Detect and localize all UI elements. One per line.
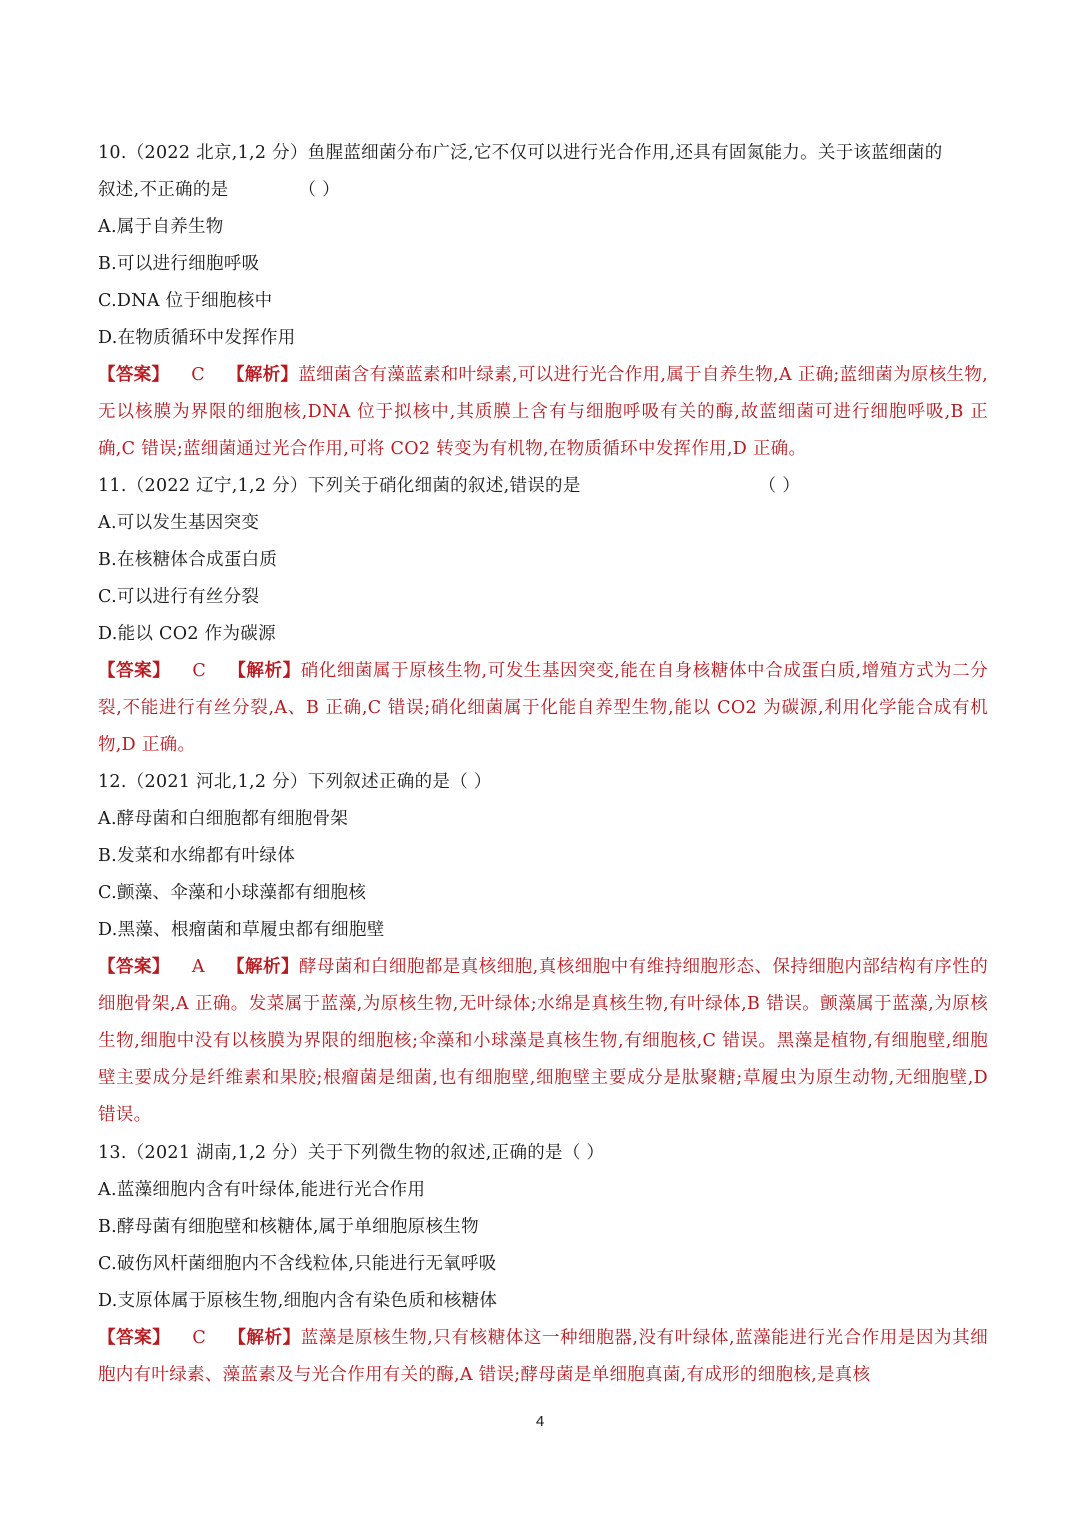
question-stem-text: 13.（2021 湖南,1,2 分）关于下列微生物的叙述,正确的是 (98, 1143, 563, 1163)
answer-label: 【答案】 (98, 957, 170, 977)
answer-blank: （ ） (758, 476, 801, 496)
question-stem-line1 (98, 1135, 988, 1172)
answer-analysis (98, 653, 988, 764)
option-a: A.属于自养生物 (98, 217, 224, 237)
option-b: B.发菜和水绵都有叶绿体 (98, 846, 296, 866)
analysis-text: 酵母菌和白细胞都是真核细胞,真核细胞中有维持细胞形态、保持细胞内部结构有序性的细胞骨架,A 正确。发菜属于蓝藻,为原核生物,无叶绿体;水绵是真核生物,有叶绿体,B 错误。颤藻属于蓝藻,为原核生物,细胞中没有以核膜为界限的细胞核;伞藻和小球藻是真核生物,有细胞核,C 错误。黑藻是植物,有细胞壁,细胞壁主要成分是纤维素和果胶;根瘤菌是细菌,也有细胞壁,细胞壁主要成分是肽聚糖;草履虫为原生动物,无细胞壁,D 错误。 (98, 957, 988, 1125)
answer-value: C (191, 365, 205, 385)
analysis-label: 【解析】 (228, 1328, 301, 1348)
question-stem-text: 叙述,不正确的是 (98, 180, 229, 200)
question-stem-line2 (98, 172, 988, 209)
option-d: D.在物质循环中发挥作用 (98, 328, 296, 348)
answer-label: 【答案】 (98, 661, 171, 681)
option-b: B.酵母菌有细胞壁和核糖体,属于单细胞原核生物 (98, 1217, 479, 1237)
question-12 (98, 764, 988, 1134)
answer-analysis (98, 1320, 988, 1394)
answer-label: 【答案】 (98, 1328, 171, 1348)
analysis-label: 【解析】 (226, 365, 299, 385)
option-a: A.可以发生基因突变 (98, 513, 260, 533)
option-c: C.颤藻、伞藻和小球藻都有细胞核 (98, 883, 367, 903)
page-number: 4 (535, 1413, 545, 1430)
option-a: A.酵母菌和白细胞都有细胞骨架 (98, 809, 349, 829)
answer-blank: （ ） (298, 180, 340, 200)
option-b: B.在核糖体合成蛋白质 (98, 550, 278, 570)
option-b: B.可以进行细胞呼吸 (98, 254, 260, 274)
option-d: D.能以 CO2 作为碳源 (98, 624, 276, 644)
answer-blank: （ ） (562, 1143, 605, 1163)
option-c: C.可以进行有丝分裂 (98, 587, 260, 607)
option-d: D.黑藻、根瘤菌和草履虫都有细胞壁 (98, 920, 385, 940)
answer-label: 【答案】 (98, 365, 170, 385)
question-stem-line1 (98, 764, 988, 801)
question-11 (98, 468, 988, 764)
analysis-text: 蓝藻是原核生物,只有核糖体这一种细胞器,没有叶绿体,蓝藻能进行光合作用是因为其细胞内有叶绿素、藻蓝素及与光合作用有关的酶,A 错误;酵母菌是单细胞真菌,有成形的细胞核,是真核 (98, 1328, 989, 1385)
answer-value: A (191, 957, 205, 977)
option-c: C.DNA 位于细胞核中 (98, 291, 273, 311)
question-stem-line1: 10.（2022 北京,1,2 分）鱼腥蓝细菌分布广泛,它不仅可以进行光合作用,还具有固氮能力。关于该蓝细菌的 (98, 143, 943, 163)
analysis-text: 蓝细菌含有藻蓝素和叶绿素,可以进行光合作用,属于自养生物,A 正确;蓝细菌为原核生物,无以核膜为界限的细胞核,DNA 位于拟核中,其质膜上含有与细胞呼吸有关的酶,故蓝细菌可进行细胞呼吸,B 正确,C 错误;蓝细菌通过光合作用,可将 CO2 转变为有机物,在物质循环中发挥作用,D 正确。 (98, 365, 989, 459)
answer-value: C (192, 1328, 207, 1348)
answer-analysis (98, 357, 988, 468)
option-a: A.蓝藻细胞内含有叶绿体,能进行光合作用 (98, 1180, 426, 1200)
question-stem-line1 (98, 468, 988, 505)
question-stem-text: 12.（2021 河北,1,2 分）下列叙述正确的是 (98, 772, 451, 792)
question-stem-text: 11.（2022 辽宁,1,2 分）下列关于硝化细菌的叙述,错误的是 (98, 476, 581, 496)
answer-value: C (192, 661, 207, 681)
answer-analysis (98, 949, 988, 1134)
question-13 (98, 1135, 988, 1394)
analysis-label: 【解析】 (228, 661, 301, 681)
question-10 (98, 135, 988, 468)
analysis-text: 硝化细菌属于原核生物,可发生基因突变,能在自身核糖体中合成蛋白质,增殖方式为二分裂,不能进行有丝分裂,A、B 正确,C 错误;硝化细菌属于化能自养型生物,能以 CO2 为碳源,利用化学能合成有机物,D 正确。 (98, 661, 989, 755)
option-c: C.破伤风杆菌细胞内不含线粒体,只能进行无氧呼吸 (98, 1254, 497, 1274)
answer-blank: （ ） (450, 772, 492, 792)
analysis-label: 【解析】 (226, 957, 299, 977)
option-d: D.支原体属于原核生物,细胞内含有染色质和核糖体 (98, 1291, 498, 1311)
